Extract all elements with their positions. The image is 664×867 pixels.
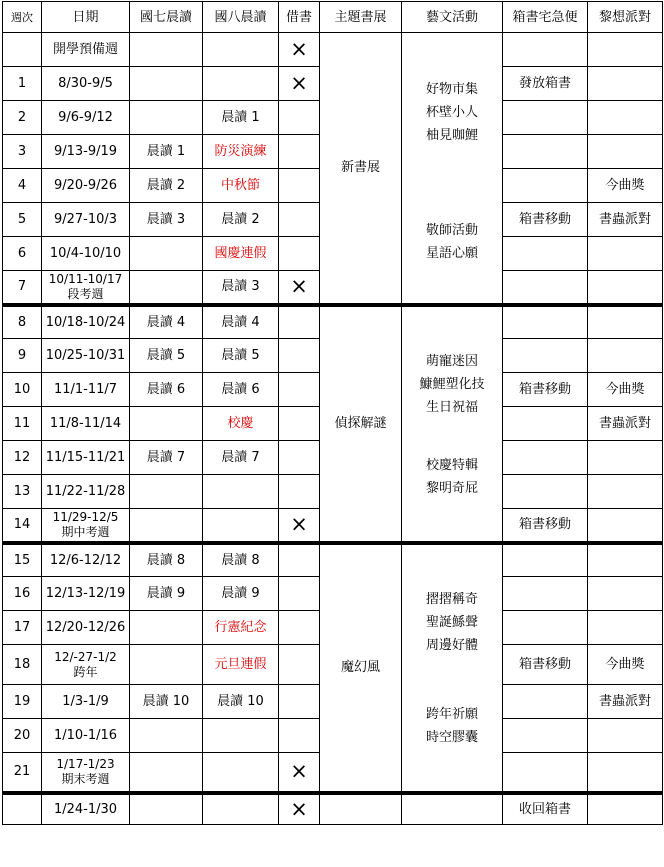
borrow-cell — [279, 611, 320, 645]
party-cell: 書蟲派對 — [588, 203, 663, 237]
delivery-cell — [503, 271, 588, 305]
table-row — [3, 305, 663, 339]
date-cell: 8/30-9/5 — [42, 67, 130, 101]
header-g8: 國八晨讀 — [203, 2, 279, 33]
week-cell: 2 — [3, 101, 42, 135]
party-cell — [588, 237, 663, 271]
week-cell: 11 — [3, 407, 42, 441]
delivery-cell — [503, 407, 588, 441]
arts-item: 生日祝福 — [425, 399, 478, 415]
g7-cell: 晨讀 1 — [130, 135, 203, 169]
party-cell — [588, 793, 663, 825]
party-cell — [588, 67, 663, 101]
date-cell: 9/20-9/26 — [42, 169, 130, 203]
g8-cell — [203, 67, 279, 101]
g7-cell — [130, 793, 203, 825]
week-cell: 18 — [3, 645, 42, 685]
date-cell: 1/24-1/30 — [42, 793, 130, 825]
date-cell: 11/8-11/14 — [42, 407, 130, 441]
date-cell: 11/1-11/7 — [42, 373, 130, 407]
week-cell: 19 — [3, 685, 42, 719]
party-cell — [588, 271, 663, 305]
date-note: 跨年 — [73, 664, 98, 679]
header-arts: 藝文活動 — [402, 2, 503, 33]
theme-cell — [320, 305, 402, 543]
arts-item: 時空膠囊 — [425, 730, 478, 745]
schedule-table — [2, 1, 663, 825]
g8-cell — [203, 509, 279, 543]
party-cell — [588, 135, 663, 169]
borrow-cell — [279, 441, 320, 475]
week-cell: 5 — [3, 203, 42, 237]
party-cell — [588, 475, 663, 509]
g8-cell: 晨讀 3 — [203, 271, 279, 305]
g7-cell — [130, 611, 203, 645]
g8-cell-holiday: 行憲紀念 — [203, 611, 279, 645]
date-cell: 9/27-10/3 — [42, 203, 130, 237]
g8-cell: 晨讀 4 — [203, 305, 279, 339]
g7-cell — [130, 271, 203, 305]
week-cell: 12 — [3, 441, 42, 475]
arts-item: 跨年祈願 — [425, 707, 478, 722]
borrow-x-mark: × — [279, 67, 320, 101]
g8-cell — [203, 719, 279, 753]
week-cell: 20 — [3, 719, 42, 753]
party-cell: 書蟲派對 — [588, 407, 663, 441]
delivery-cell: 箱書移動 — [503, 509, 588, 543]
week-cell: 21 — [3, 753, 42, 793]
g8-cell: 晨讀 5 — [203, 339, 279, 373]
arts-item: 聖誕鯀聲 — [425, 615, 478, 630]
week-cell: 3 — [3, 135, 42, 169]
delivery-cell — [503, 169, 588, 203]
date-cell: 12/6-12/12 — [42, 543, 130, 577]
week-cell: 9 — [3, 339, 42, 373]
borrow-cell — [279, 577, 320, 611]
g7-cell: 晨讀 7 — [130, 441, 203, 475]
theme-label: 偵探解謎 — [334, 416, 387, 431]
date-cell: 1/3-1/9 — [42, 685, 130, 719]
borrow-cell — [279, 543, 320, 577]
party-cell: 書蟲派對 — [588, 685, 663, 719]
g7-cell: 晨讀 4 — [130, 305, 203, 339]
party-cell — [588, 753, 663, 793]
borrow-x-mark: × — [279, 509, 320, 543]
date-cell: 開學預備週 — [42, 33, 130, 67]
g8-cell-holiday: 國慶連假 — [203, 237, 279, 271]
borrow-x-mark: × — [279, 793, 320, 825]
party-cell — [588, 101, 663, 135]
date-cell: 1/10-1/16 — [42, 719, 130, 753]
borrow-cell — [279, 685, 320, 719]
arts-cell — [402, 543, 503, 793]
header-g7: 國七晨讀 — [130, 2, 203, 33]
g7-cell — [130, 509, 203, 543]
party-cell — [588, 441, 663, 475]
header-week: 週次 — [3, 2, 42, 33]
arts-cell — [402, 305, 503, 543]
table-row — [3, 543, 663, 577]
delivery-cell — [503, 577, 588, 611]
party-cell: 今曲獎 — [588, 645, 663, 685]
theme-cell — [320, 33, 402, 305]
date-cell: 9/6-9/12 — [42, 101, 130, 135]
g8-cell-holiday: 元旦連假 — [203, 645, 279, 685]
date-cell: 11/15-11/21 — [42, 441, 130, 475]
g8-cell — [203, 793, 279, 825]
g8-cell-holiday: 中秋節 — [203, 169, 279, 203]
week-cell: 7 — [3, 271, 42, 305]
header-theme: 主題書展 — [320, 2, 402, 33]
delivery-cell — [503, 237, 588, 271]
delivery-cell — [503, 719, 588, 753]
week-cell: 1 — [3, 67, 42, 101]
arts-item: 摺摺稱奇 — [425, 592, 478, 607]
arts-item: 杯壁小人 — [425, 105, 478, 121]
g8-cell: 晨讀 6 — [203, 373, 279, 407]
arts-cell — [402, 33, 503, 305]
g7-cell — [130, 33, 203, 67]
header-date: 日期 — [42, 2, 130, 33]
g8-cell — [203, 475, 279, 509]
g7-cell — [130, 101, 203, 135]
borrow-cell — [279, 407, 320, 441]
arts-item: 敬師活動 — [425, 223, 478, 239]
week-cell: 15 — [3, 543, 42, 577]
g7-cell — [130, 645, 203, 685]
borrow-cell — [279, 237, 320, 271]
arts-item: 萌寵迷因 — [425, 353, 478, 369]
delivery-cell — [503, 441, 588, 475]
g8-cell: 晨讀 9 — [203, 577, 279, 611]
week-cell: 16 — [3, 577, 42, 611]
borrow-x-mark: × — [279, 271, 320, 305]
delivery-cell — [503, 33, 588, 67]
borrow-cell — [279, 101, 320, 135]
party-cell — [588, 33, 663, 67]
borrow-cell — [279, 135, 320, 169]
borrow-cell — [279, 719, 320, 753]
week-cell: 8 — [3, 305, 42, 339]
arts-item: 周邊好體 — [425, 638, 478, 653]
week-cell: 13 — [3, 475, 42, 509]
date-range: 1/17-1/23 — [56, 756, 115, 771]
delivery-cell — [503, 543, 588, 577]
header-delivery: 箱書宅急便 — [503, 2, 588, 33]
table-row — [3, 793, 663, 825]
borrow-cell — [279, 645, 320, 685]
header-party: 黎想派對 — [588, 2, 663, 33]
theme-cell — [320, 543, 402, 793]
header-row — [3, 2, 663, 33]
arts-item: 柚見咖鯉 — [425, 128, 478, 144]
week-cell: 17 — [3, 611, 42, 645]
week-cell — [3, 33, 42, 67]
theme-label: 魔幻風 — [340, 660, 380, 675]
g7-cell — [130, 67, 203, 101]
week-cell: 4 — [3, 169, 42, 203]
arts-item: 黎明奇屁 — [425, 480, 478, 496]
header-borrow: 借書 — [279, 2, 320, 33]
date-cell — [42, 271, 130, 305]
date-range: 12/-27-1/2 — [54, 649, 117, 664]
party-cell — [588, 577, 663, 611]
week-cell: 10 — [3, 373, 42, 407]
g7-cell: 晨讀 8 — [130, 543, 203, 577]
borrow-cell — [279, 169, 320, 203]
g8-cell — [203, 33, 279, 67]
date-cell: 10/4-10/10 — [42, 237, 130, 271]
g7-cell — [130, 475, 203, 509]
party-cell: 今曲獎 — [588, 373, 663, 407]
date-cell: 10/18-10/24 — [42, 305, 130, 339]
g7-cell — [130, 753, 203, 793]
date-cell: 9/13-9/19 — [42, 135, 130, 169]
g7-cell: 晨讀 3 — [130, 203, 203, 237]
date-note: 期中考週 — [61, 524, 110, 539]
g7-cell — [130, 719, 203, 753]
arts-item: 校慶特輯 — [425, 457, 478, 473]
theme-cell — [320, 793, 402, 825]
party-cell — [588, 305, 663, 339]
week-cell — [3, 793, 42, 825]
arts-item: 好物市集 — [425, 82, 478, 98]
date-cell — [42, 645, 130, 685]
delivery-cell: 收回箱書 — [503, 793, 588, 825]
borrow-cell — [279, 475, 320, 509]
g8-cell-holiday: 防災演練 — [203, 135, 279, 169]
date-cell — [42, 509, 130, 543]
g8-cell: 晨讀 8 — [203, 543, 279, 577]
delivery-cell — [503, 753, 588, 793]
table-row — [3, 33, 663, 67]
g8-cell: 晨讀 7 — [203, 441, 279, 475]
delivery-cell — [503, 305, 588, 339]
borrow-cell — [279, 373, 320, 407]
arts-item: 星語心願 — [425, 246, 478, 262]
g7-cell: 晨讀 9 — [130, 577, 203, 611]
arts-item: 鱇鯉塑化技 — [419, 376, 485, 392]
date-cell — [42, 753, 130, 793]
date-range: 11/29-12/5 — [52, 509, 119, 524]
delivery-cell: 箱書移動 — [503, 645, 588, 685]
g7-cell: 晨讀 6 — [130, 373, 203, 407]
g8-cell — [203, 753, 279, 793]
delivery-cell — [503, 339, 588, 373]
delivery-cell — [503, 685, 588, 719]
party-cell — [588, 543, 663, 577]
date-cell: 10/25-10/31 — [42, 339, 130, 373]
delivery-cell — [503, 101, 588, 135]
delivery-cell: 箱書移動 — [503, 203, 588, 237]
borrow-cell — [279, 305, 320, 339]
delivery-cell — [503, 611, 588, 645]
theme-label: 新書展 — [340, 160, 380, 176]
g7-cell: 晨讀 10 — [130, 685, 203, 719]
borrow-cell — [279, 203, 320, 237]
party-cell — [588, 719, 663, 753]
borrow-cell — [279, 339, 320, 373]
delivery-cell: 箱書移動 — [503, 373, 588, 407]
delivery-cell — [503, 475, 588, 509]
date-cell: 11/22-11/28 — [42, 475, 130, 509]
date-note: 段考週 — [67, 286, 104, 301]
party-cell: 今曲獎 — [588, 169, 663, 203]
borrow-x-mark: × — [279, 753, 320, 793]
arts-cell — [402, 793, 503, 825]
g7-cell: 晨讀 2 — [130, 169, 203, 203]
g8-cell: 晨讀 10 — [203, 685, 279, 719]
delivery-cell: 發放箱書 — [503, 67, 588, 101]
party-cell — [588, 339, 663, 373]
party-cell — [588, 509, 663, 543]
date-cell: 12/20-12/26 — [42, 611, 130, 645]
date-range: 10/11-10/17 — [48, 271, 123, 286]
g7-cell: 晨讀 5 — [130, 339, 203, 373]
g8-cell: 晨讀 1 — [203, 101, 279, 135]
date-cell: 12/13-12/19 — [42, 577, 130, 611]
g7-cell — [130, 237, 203, 271]
delivery-cell — [503, 135, 588, 169]
borrow-x-mark: × — [279, 33, 320, 67]
party-cell — [588, 611, 663, 645]
week-cell: 6 — [3, 237, 42, 271]
date-note: 期末考週 — [61, 771, 110, 786]
g8-cell-holiday: 校慶 — [203, 407, 279, 441]
g7-cell — [130, 407, 203, 441]
g8-cell: 晨讀 2 — [203, 203, 279, 237]
week-cell: 14 — [3, 509, 42, 543]
